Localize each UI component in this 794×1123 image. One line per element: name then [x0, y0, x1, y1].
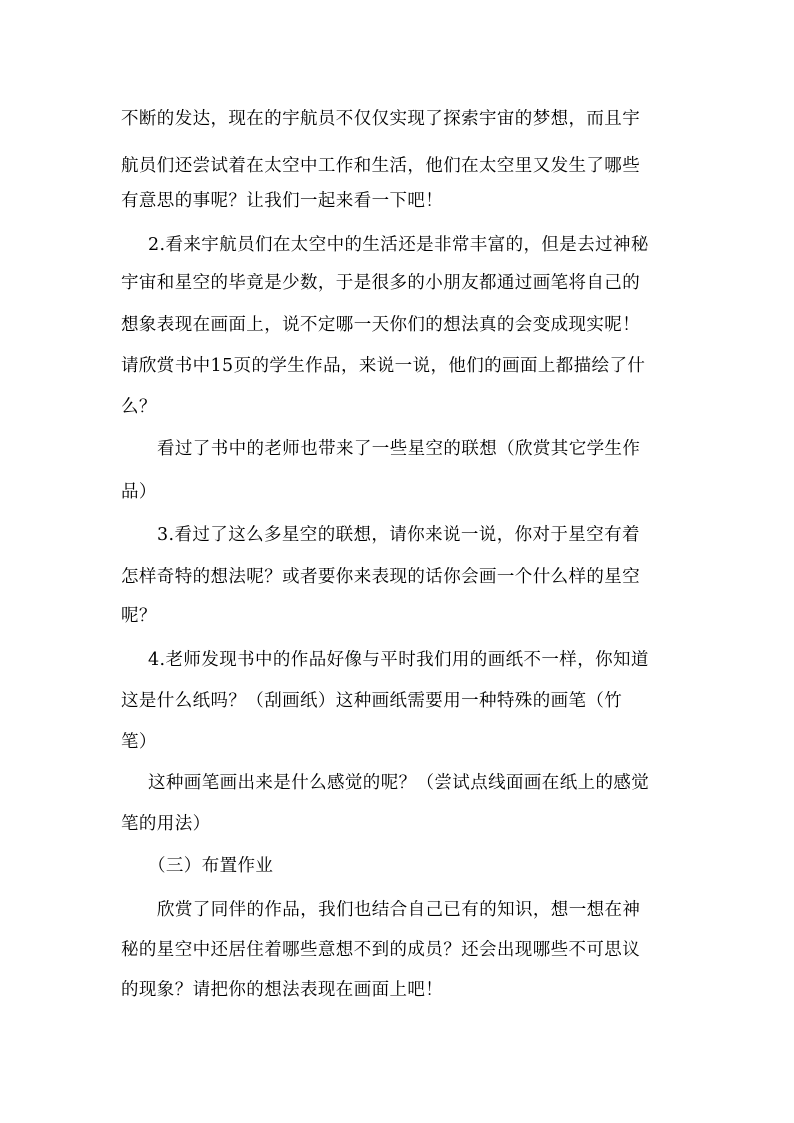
text-line: 有意思的事呢？让我们一起来看一下吧！ [121, 191, 444, 211]
text-line: 么？ [121, 397, 157, 417]
text-line: 笔的用法） [121, 814, 211, 834]
text-line: 宇宙和星空的毕竟是少数，于是很多的小朋友都通过画笔将自己的 [121, 273, 641, 293]
text-line: 的现象？请把你的想法表现在画面上吧！ [121, 980, 444, 1000]
text-line: 3.看过了这么多星空的联想，请你来说一说，你对于星空有着 [157, 525, 640, 545]
text-line: 品） [121, 482, 157, 502]
section-heading: （三）布置作业 [148, 856, 274, 876]
text-line: 航员们还尝试着在太空中工作和生活，他们在太空里又发生了哪些 [121, 156, 641, 176]
text-line: 4.老师发现书中的作品好像与平时我们用的画纸不一样，你知道 [148, 650, 649, 670]
text-line: 怎样奇特的想法呢？或者要你来表现的话你会画一个什么样的星空 [121, 567, 641, 587]
text-line: 这是什么纸吗？（刮画纸）这种画纸需要用一种特殊的画笔（竹 [121, 691, 623, 711]
text-line: 2.看来宇航员们在太空中的生活还是非常丰富的，但是去过神秘 [148, 235, 649, 255]
text-line: 这种画笔画出来是什么感觉的呢？（尝试点线面画在纸上的感觉 [148, 773, 650, 793]
text-line: 秘的星空中还居住着哪些意想不到的成员？还会出现哪些不可思议 [121, 940, 641, 960]
text-line: 想象表现在画面上，说不定哪一天你们的想法真的会变成现实呢！ [121, 315, 641, 335]
text-line: 呢？ [121, 606, 157, 626]
text-line: 请欣赏书中15页的学生作品，来说一说，他们的画面上都描绘了什 [121, 356, 646, 376]
text-line: 笔） [121, 732, 157, 752]
text-line: 欣赏了同伴的作品，我们也结合自己已有的知识，想一想在神 [157, 900, 641, 920]
text-line: 看过了书中的老师也带来了一些星空的联想（欣赏其它学生作 [157, 439, 641, 459]
text-line: 不断的发达，现在的宇航员不仅仅实现了探索宇宙的梦想，而且宇 [121, 109, 641, 129]
